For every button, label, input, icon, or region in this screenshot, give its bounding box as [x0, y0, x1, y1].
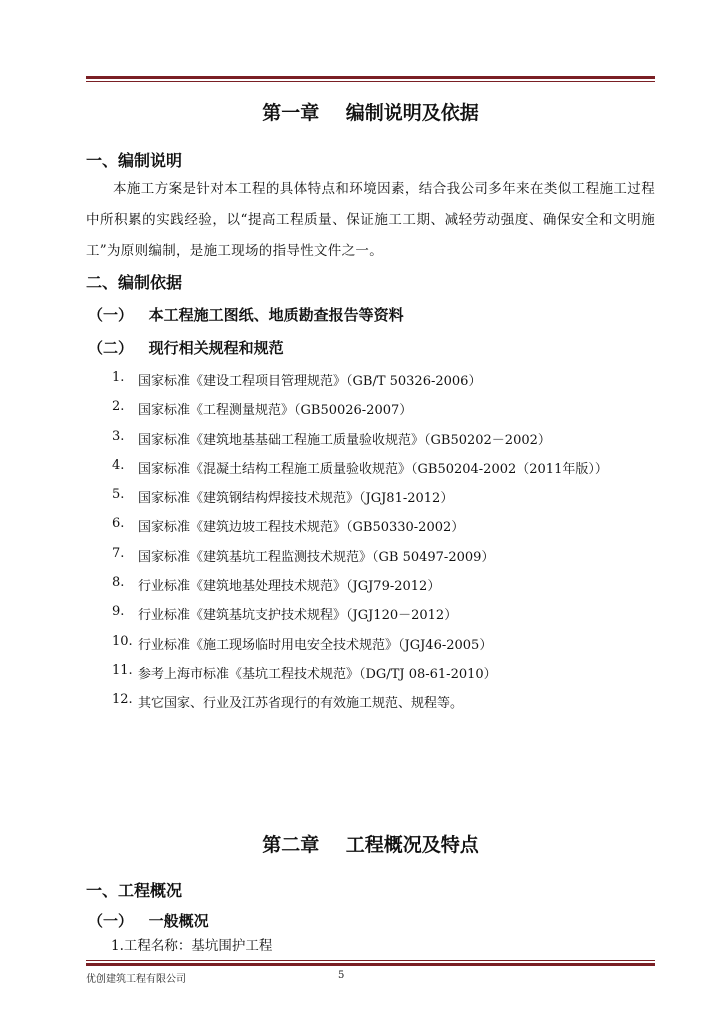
sub-heading-codes: （二） 现行相关规程和规范 [88, 339, 284, 357]
list-item-text: 行业标准《建筑地基处理技术规范》（JGJ79-2012） [138, 579, 441, 595]
list-item-number: 3. [112, 428, 125, 444]
footer-company: 优创建筑工程有限公司 [86, 974, 186, 985]
list-item-text: 国家标准《建筑边坡工程技术规范》（GB50330-2002） [138, 520, 465, 536]
list-item-text: 国家标准《建筑基坑工程监测技术规范》（GB 50497-2009） [138, 549, 495, 565]
list-item-number: 8. [112, 575, 125, 591]
list-item [112, 429, 608, 458]
list-item [112, 516, 608, 545]
sub-heading-general: （一） 一般概况 [88, 912, 209, 930]
footer-page-number: 5 [338, 970, 345, 981]
header-rule-thick [86, 76, 655, 79]
list-item-number: 5. [112, 487, 125, 503]
list-item-number: 9. [112, 604, 125, 620]
list-item [112, 546, 608, 575]
list-item [112, 458, 608, 487]
list-item-number: 6. [112, 516, 125, 532]
chapter2-title: 第二章 工程概况及特点 [262, 834, 479, 856]
list-item-text: 国家标准《建筑钢结构焊接技术规范》（JGJ81-2012） [138, 491, 454, 507]
list-item-text: 国家标准《建筑地基基础工程施工质量验收规范》（GB50202－2002） [138, 432, 551, 448]
list-item-text: 其它国家、行业及江苏省现行的有效施工规范、规程等。 [138, 696, 464, 712]
project-name-line: 1.工程名称：基坑围护工程 [111, 938, 273, 954]
footer-rule-thin [86, 960, 655, 961]
chapter1-title: 第一章 编制说明及依据 [262, 102, 479, 124]
sub-heading-drawings: （一） 本工程施工图纸、地质勘查报告等资料 [88, 306, 404, 324]
list-item-number: 7. [112, 545, 125, 561]
list-item-text: 国家标准《建设工程项目管理规范》（GB/T 50326-2006） [138, 374, 482, 389]
list-item-number: 2. [112, 399, 125, 415]
list-item [112, 663, 608, 692]
list-item-number: 10. [112, 633, 133, 649]
list-item-text: 国家标准《混凝土结构工程施工质量验收规范》（GB50204-2002（2011年版）） [138, 461, 608, 477]
list-item [112, 575, 608, 604]
codes-list [112, 370, 608, 722]
list-item-number: 4. [112, 457, 125, 473]
list-item-text: 行业标准《施工现场临时用电安全技术规范》（JGJ46-2005） [138, 637, 493, 653]
list-item-text: 国家标准《工程测量规范》（GB50026-2007） [138, 403, 413, 419]
list-item-text: 行业标准《建筑基坑支护技术规程》（JGJ120－2012） [138, 608, 458, 624]
section-heading-overview: 一、工程概况 [86, 881, 183, 900]
list-item-number: 12. [112, 692, 133, 708]
list-item [112, 604, 608, 633]
list-item-number: 11. [112, 662, 133, 678]
list-item-number: 1. [112, 370, 125, 385]
list-item-text: 参考上海市标准《基坑工程技术规范》（DG/TJ 08-61-2010） [138, 666, 497, 682]
section-heading-basis: 二、编制依据 [86, 273, 183, 292]
list-item [112, 487, 608, 516]
header-rule-thin [86, 81, 655, 82]
list-item [112, 370, 608, 399]
list-item [112, 692, 608, 721]
list-item [112, 399, 608, 428]
section-heading-explanation: 一、编制说明 [86, 151, 183, 170]
explanation-paragraph: 本施工方案是针对本工程的具体特点和环境因素，结合我公司多年来在类似工程施工过程中所积累的实践经验，以“提高工程质量、保证施工工期、减轻劳动强度、确保安全和文明施工”为原则编制，是施工现场的指导性文件之一。 [86, 181, 655, 259]
footer-rule-thick [86, 963, 655, 966]
list-item [112, 634, 608, 663]
